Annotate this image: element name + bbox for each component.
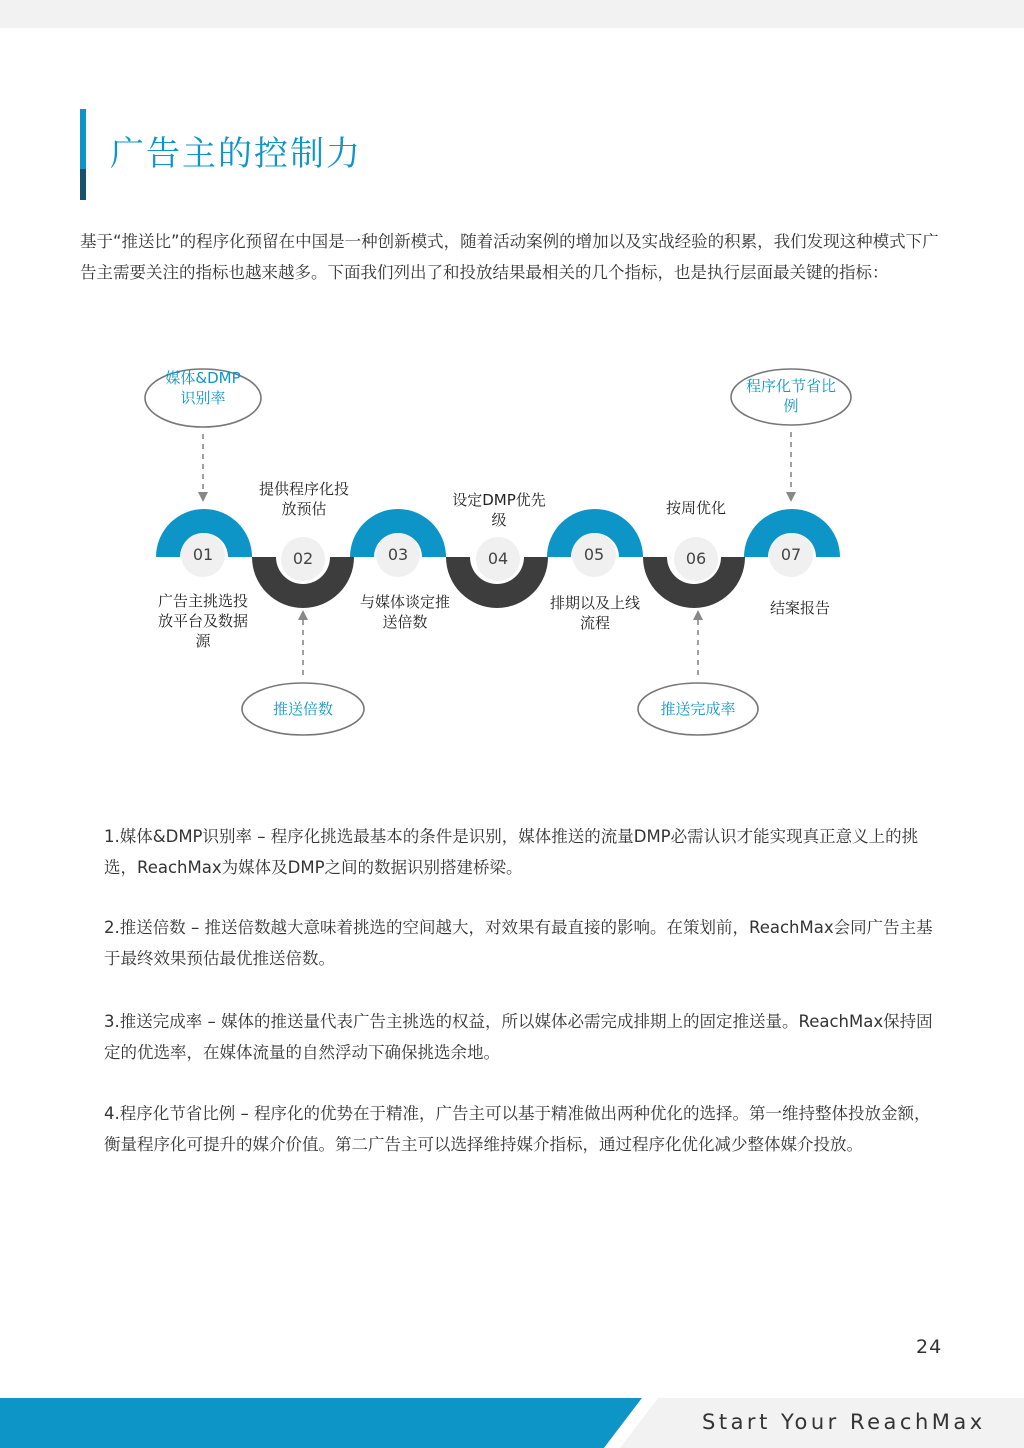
step-number-07: 07 — [769, 533, 813, 577]
arrow-up-2 — [298, 610, 308, 620]
step-number-06: 06 — [674, 537, 718, 581]
step-number-01: 01 — [181, 533, 225, 577]
page-number: 24 — [916, 1336, 943, 1358]
step-label-01: 广告主挑选投放平台及数据源 — [157, 592, 248, 650]
metric-label-2: 推送倍数 — [272, 700, 333, 718]
intro-paragraph: 基于“推送比”的程序化预留在中国是一种创新模式，随着活动案例的增加以及实战经验的积累，我们发现这种模式下广告主需要关注的指标也越来越多。下面我们列出了和投放结果最相关的几个指标，也是执行层面最关键的指标： — [80, 232, 939, 282]
arrow-down-1 — [198, 492, 208, 502]
step-number-04: 04 — [476, 537, 520, 581]
paragraph-4: 4.程序化节省比例 – 程序化的优势在于精准，广告主可以基于精准做出两种优化的选择。第一维持整体投放金额，衡量程序化可提升的媒介价值。第二广告主可以选择维持媒介指标，通过程序化优化减少整体媒介投放。 — [104, 1104, 931, 1154]
step-label-02: 提供程序化投放预估 — [258, 480, 349, 518]
step-label-05: 排期以及上线流程 — [549, 594, 640, 632]
step-number-05: 05 — [572, 533, 616, 577]
arrow-down-4 — [786, 492, 796, 502]
process-diagram — [0, 350, 1024, 750]
step-label-07: 结案报告 — [769, 599, 830, 617]
metric-label-4: 程序化节省比例 — [745, 377, 836, 415]
metric-label-1: 媒体&DMP识别率 — [165, 369, 241, 407]
step-label-04: 设定DMP优先级 — [452, 491, 546, 529]
step-number-03: 03 — [376, 533, 420, 577]
step-number-02: 02 — [281, 537, 325, 581]
footer-tagline: Start Your ReachMax — [702, 1410, 986, 1434]
paragraph-1: 1.媒体&DMP识别率 – 程序化挑选最基本的条件是识别，媒体推送的流量DMP必需认识才能实现真正意义上的挑选，ReachMax为媒体及DMP之间的数据识别搭建桥梁。 — [104, 827, 919, 877]
metric-label-3: 推送完成率 — [660, 700, 736, 718]
top-bar — [0, 0, 1024, 28]
step-label-03: 与媒体谈定推送倍数 — [359, 593, 450, 631]
paragraph-2: 2.推送倍数 – 推送倍数越大意味着挑选的空间越大，对效果有最直接的影响。在策划前，ReachMax会同广告主基于最终效果预估最优推送倍数。 — [104, 918, 933, 968]
arrow-up-3 — [693, 610, 703, 620]
page-title: 广告主的控制力 — [110, 134, 362, 174]
step-label-06: 按周优化 — [665, 499, 726, 517]
title-accent-bar — [80, 109, 86, 200]
paragraph-3: 3.推送完成率 – 媒体的推送量代表广告主挑选的权益，所以媒体必需完成排期上的固定推送量。ReachMax保持固定的优选率，在媒体流量的自然浮动下确保挑选余地。 — [104, 1012, 933, 1062]
